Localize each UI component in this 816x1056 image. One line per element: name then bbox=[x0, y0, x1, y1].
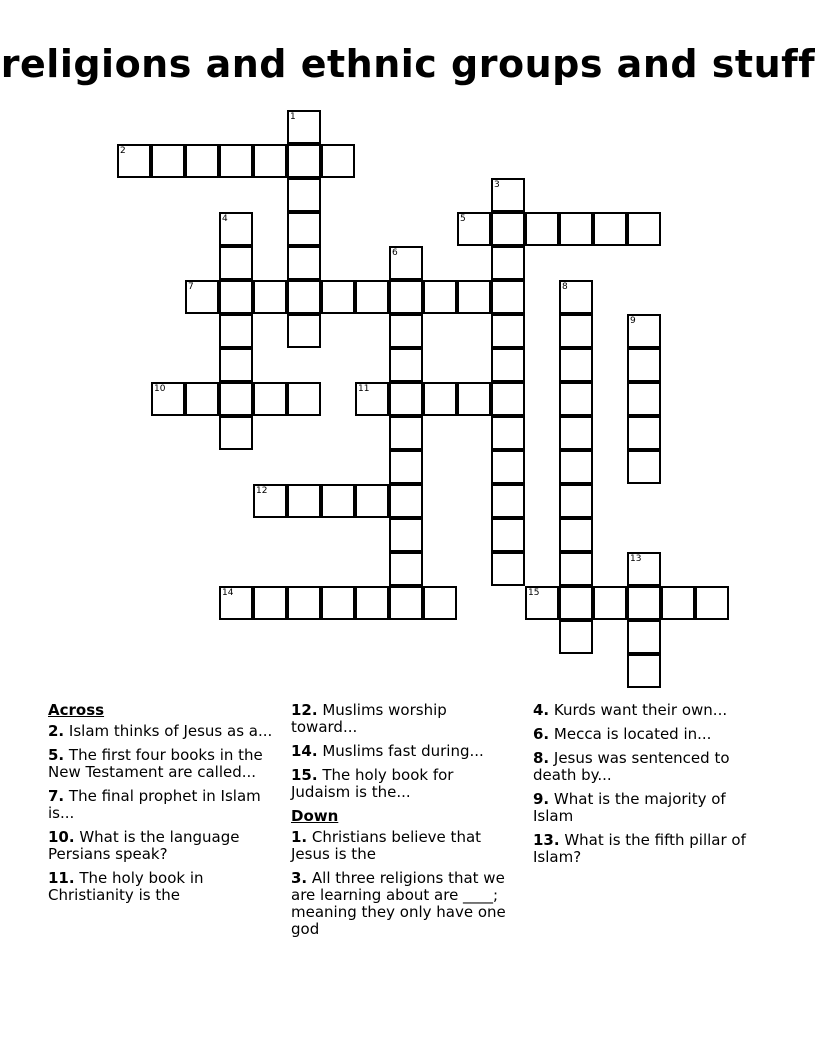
clue-text: The final prophet in Islam is... bbox=[48, 787, 261, 822]
grid-cell[interactable] bbox=[389, 416, 423, 450]
grid-cell[interactable] bbox=[321, 144, 355, 178]
clue-text: Muslims fast during... bbox=[317, 742, 484, 760]
grid-cell[interactable] bbox=[423, 280, 457, 314]
grid-cell[interactable] bbox=[491, 382, 525, 416]
grid-cell[interactable] bbox=[559, 518, 593, 552]
grid-cell[interactable] bbox=[627, 586, 661, 620]
grid-number: 1 bbox=[290, 112, 296, 122]
grid-cell[interactable] bbox=[185, 144, 219, 178]
grid-cell[interactable] bbox=[287, 144, 321, 178]
clue-text: Islam thinks of Jesus as a... bbox=[64, 722, 273, 740]
grid-cell[interactable] bbox=[321, 280, 355, 314]
grid-cell[interactable] bbox=[491, 484, 525, 518]
clue-item bbox=[48, 788, 273, 822]
grid-number: 12 bbox=[256, 486, 268, 496]
clue-heading-across: Across bbox=[48, 701, 105, 719]
grid-number: 9 bbox=[630, 316, 636, 326]
grid-cell[interactable] bbox=[321, 586, 355, 620]
grid-cell[interactable] bbox=[627, 416, 661, 450]
grid-cell[interactable] bbox=[491, 552, 525, 586]
grid-cell[interactable] bbox=[253, 144, 287, 178]
clue-text: What is the language Persians speak? bbox=[48, 828, 240, 863]
clue-text: All three religions that we are learning about are ____; meaning they only have one god bbox=[291, 869, 506, 938]
clue-number: 13. bbox=[533, 831, 560, 849]
grid-cell[interactable] bbox=[219, 314, 253, 348]
grid-cell[interactable] bbox=[627, 450, 661, 484]
grid-number: 13 bbox=[630, 554, 642, 564]
grid-cell[interactable] bbox=[491, 450, 525, 484]
clue-number: 4. bbox=[533, 701, 550, 719]
grid-cell[interactable] bbox=[253, 586, 287, 620]
grid-cell[interactable] bbox=[491, 280, 525, 314]
clue-item bbox=[533, 726, 758, 743]
clue-item bbox=[48, 829, 273, 863]
clue-text: Mecca is located in... bbox=[549, 725, 712, 743]
clue-item bbox=[533, 702, 758, 719]
grid-number: 8 bbox=[562, 282, 568, 292]
grid-cell[interactable] bbox=[253, 382, 287, 416]
clue-number: 1. bbox=[291, 828, 308, 846]
grid-cell[interactable] bbox=[423, 382, 457, 416]
grid-cell[interactable] bbox=[389, 552, 423, 586]
grid-cell[interactable] bbox=[287, 178, 321, 212]
grid-cell[interactable] bbox=[389, 382, 423, 416]
grid-cell[interactable] bbox=[491, 314, 525, 348]
grid-cell[interactable] bbox=[389, 348, 423, 382]
grid-cell[interactable] bbox=[389, 280, 423, 314]
clue-text: The holy book in Christianity is the bbox=[48, 869, 204, 904]
clue-number: 11. bbox=[48, 869, 75, 887]
grid-cell[interactable] bbox=[219, 382, 253, 416]
grid-cell[interactable] bbox=[559, 620, 593, 654]
grid-cell[interactable] bbox=[287, 212, 321, 246]
clue-number: 15. bbox=[291, 766, 318, 784]
grid-cell[interactable] bbox=[355, 586, 389, 620]
grid-cell[interactable] bbox=[389, 586, 423, 620]
grid-cell[interactable] bbox=[287, 280, 321, 314]
grid-number: 15 bbox=[528, 588, 540, 598]
grid-number: 14 bbox=[222, 588, 234, 598]
clue-number: 12. bbox=[291, 701, 318, 719]
grid-cell[interactable] bbox=[627, 620, 661, 654]
grid-cell[interactable] bbox=[559, 314, 593, 348]
clue-text: What is the majority of Islam bbox=[533, 790, 726, 825]
grid-cell[interactable] bbox=[695, 586, 729, 620]
grid-cell[interactable] bbox=[593, 212, 627, 246]
grid-cell[interactable] bbox=[491, 246, 525, 280]
grid-cell[interactable] bbox=[559, 586, 593, 620]
grid-cell[interactable] bbox=[219, 144, 253, 178]
grid-number: 10 bbox=[154, 384, 166, 394]
grid-cell[interactable] bbox=[355, 484, 389, 518]
grid-cell[interactable] bbox=[321, 484, 355, 518]
clue-number: 2. bbox=[48, 722, 65, 740]
clue-number: 6. bbox=[533, 725, 550, 743]
grid-cell[interactable] bbox=[423, 586, 457, 620]
grid-cell[interactable] bbox=[627, 654, 661, 688]
grid-cell[interactable] bbox=[219, 246, 253, 280]
grid-cell[interactable] bbox=[559, 416, 593, 450]
grid-number: 4 bbox=[222, 214, 228, 224]
grid-cell[interactable] bbox=[627, 348, 661, 382]
clue-item bbox=[291, 829, 516, 863]
grid-cell[interactable] bbox=[185, 382, 219, 416]
grid-cell[interactable] bbox=[559, 552, 593, 586]
grid-cell[interactable] bbox=[219, 280, 253, 314]
clue-item bbox=[48, 723, 273, 740]
grid-cell[interactable] bbox=[287, 246, 321, 280]
clue-column-2 bbox=[291, 702, 516, 945]
clue-number: 9. bbox=[533, 790, 550, 808]
grid-cell[interactable] bbox=[389, 450, 423, 484]
clue-column-3 bbox=[533, 702, 758, 873]
page-title: religions and ethnic groups and stuff bbox=[0, 42, 816, 86]
grid-cell[interactable] bbox=[491, 212, 525, 246]
grid-cell[interactable] bbox=[389, 484, 423, 518]
grid-cell[interactable] bbox=[593, 586, 627, 620]
grid-cell[interactable] bbox=[151, 144, 185, 178]
grid-cell[interactable] bbox=[287, 314, 321, 348]
grid-cell[interactable] bbox=[559, 484, 593, 518]
clue-text: The first four books in the New Testament are called... bbox=[48, 746, 263, 781]
grid-cell[interactable] bbox=[457, 382, 491, 416]
grid-cell[interactable] bbox=[559, 382, 593, 416]
clue-number: 5. bbox=[48, 746, 65, 764]
clue-text: Muslims worship toward... bbox=[291, 701, 447, 736]
grid-cell[interactable] bbox=[389, 314, 423, 348]
clue-number: 10. bbox=[48, 828, 75, 846]
clue-item bbox=[291, 702, 516, 736]
clue-item bbox=[291, 767, 516, 801]
clue-column-1 bbox=[48, 702, 273, 911]
grid-number: 7 bbox=[188, 282, 194, 292]
clue-item bbox=[291, 870, 516, 938]
grid-number: 2 bbox=[120, 146, 126, 156]
grid-cell[interactable] bbox=[389, 518, 423, 552]
clue-item bbox=[533, 750, 758, 784]
grid-cell[interactable] bbox=[525, 212, 559, 246]
grid-cell[interactable] bbox=[627, 212, 661, 246]
clue-number: 8. bbox=[533, 749, 550, 767]
clue-item bbox=[48, 870, 273, 904]
grid-cell[interactable] bbox=[287, 484, 321, 518]
grid-cell[interactable] bbox=[287, 586, 321, 620]
grid-cell[interactable] bbox=[491, 416, 525, 450]
clue-text: What is the fifth pillar of Islam? bbox=[533, 831, 746, 866]
clue-text: The holy book for Judaism is the... bbox=[291, 766, 454, 801]
clue-number: 3. bbox=[291, 869, 308, 887]
clue-item bbox=[291, 743, 516, 760]
clue-text: Christians believe that Jesus is the bbox=[291, 828, 482, 863]
grid-cell[interactable] bbox=[559, 212, 593, 246]
clue-text: Kurds want their own... bbox=[549, 701, 728, 719]
grid-cell[interactable] bbox=[457, 280, 491, 314]
grid-cell[interactable] bbox=[491, 518, 525, 552]
clue-heading-down: Down bbox=[291, 807, 339, 825]
clue-item bbox=[533, 832, 758, 866]
clue-number: 14. bbox=[291, 742, 318, 760]
grid-cell[interactable] bbox=[355, 280, 389, 314]
grid-cell[interactable] bbox=[559, 348, 593, 382]
grid-number: 5 bbox=[460, 214, 466, 224]
clue-item bbox=[533, 791, 758, 825]
clue-number: 7. bbox=[48, 787, 65, 805]
grid-cell[interactable] bbox=[253, 280, 287, 314]
grid-number: 6 bbox=[392, 248, 398, 258]
grid-cell[interactable] bbox=[287, 382, 321, 416]
grid-cell[interactable] bbox=[219, 348, 253, 382]
grid-cell[interactable] bbox=[661, 586, 695, 620]
grid-cell[interactable] bbox=[559, 450, 593, 484]
grid-number: 11 bbox=[358, 384, 370, 394]
grid-cell[interactable] bbox=[491, 348, 525, 382]
clue-item bbox=[48, 747, 273, 781]
clue-text: Jesus was sentenced to death by... bbox=[533, 749, 730, 784]
grid-cell[interactable] bbox=[627, 382, 661, 416]
grid-cell[interactable] bbox=[219, 416, 253, 450]
grid-number: 3 bbox=[494, 180, 500, 190]
